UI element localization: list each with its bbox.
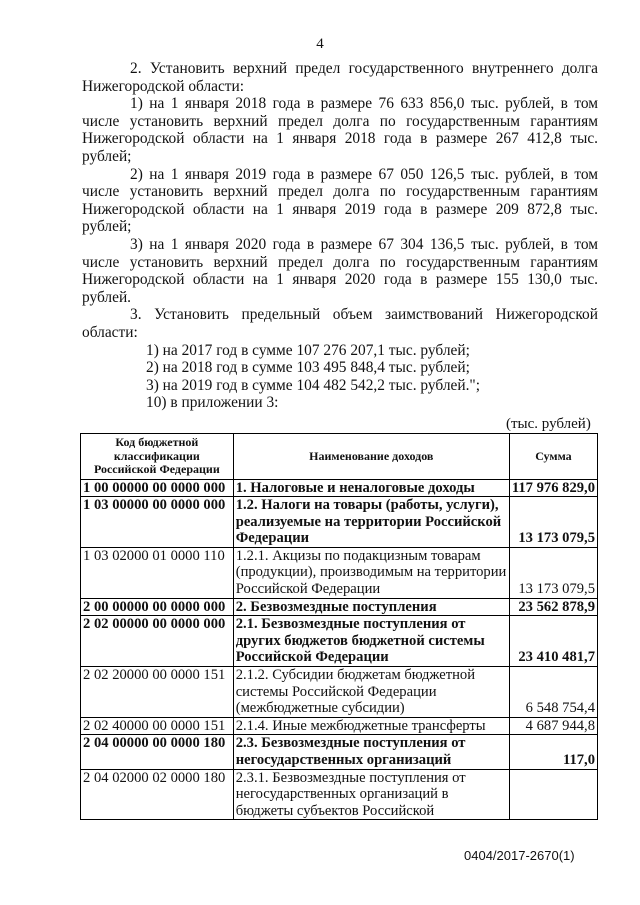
cell-name: 2. Безвозмездные поступления	[233, 598, 509, 616]
paragraph-debt-limit: 2. Установить верхний предел государственного внутреннего долга Нижегородской области:	[82, 60, 598, 95]
cell-code: 2 04 02000 02 0000 180	[81, 769, 234, 820]
cell-amount: 13 173 079,5	[509, 497, 597, 548]
cell-amount: 6 548 754,4	[509, 667, 597, 718]
document-code: 0404/2017-2670(1)	[464, 848, 575, 863]
paragraph-debt-2020: 3) на 1 января 2020 года в размере 67 304 136,5 тыс. рублей, в том числе установить верхний предел долга по государственным гарантиям Нижегородской области на 1 января 2020 года в размере 155 130,0 тыс. рублей.	[82, 235, 598, 306]
paragraph-borrowing-2019: 3) на 2019 год в сумме 104 482 542,2 тыс. рублей.";	[146, 376, 480, 394]
cell-code: 2 00 00000 00 0000 000	[81, 598, 234, 616]
body-text	[82, 60, 598, 412]
cell-name: 2.1.2. Субсидии бюджетам бюджетной системы Российской Федерации (межбюджетные субсидии)	[233, 667, 509, 718]
paragraph-appendix-3: 10) в приложении 3:	[146, 394, 279, 412]
paragraph-borrowing-2017: 1) на 2017 год в сумме 107 276 207,1 тыс. рублей;	[146, 341, 470, 359]
table-row	[81, 547, 598, 598]
paragraph-debt-2019: 2) на 1 января 2019 года в размере 67 050 126,5 тыс. рублей, в том числе установить верхний предел долга по государственным гарантиям Нижегородской области на 1 января 2019 года в размере 209 872,8 тыс. рублей;	[82, 165, 598, 236]
cell-code: 2 02 40000 00 0000 151	[81, 717, 234, 735]
table-row	[81, 616, 598, 667]
cell-name: 2.1. Безвозмездные поступления от других бюджетов бюджетной системы Российской Федерации	[233, 616, 509, 667]
paragraph-borrowing-2018: 2) на 2018 год в сумме 103 495 848,4 тыс. рублей;	[146, 359, 470, 377]
cell-amount: 117 976 829,0	[509, 479, 597, 497]
cell-code: 2 04 00000 00 0000 180	[81, 735, 234, 769]
header-name: Наименование доходов	[233, 434, 509, 480]
table-row	[81, 735, 598, 769]
cell-name: 1.2.1. Акцизы по подакцизным товарам (продукции), производимым на территории Российской Федерации	[233, 547, 509, 598]
cell-amount: 117,0	[509, 735, 597, 769]
cell-code: 1 03 00000 00 0000 000	[81, 497, 234, 548]
cell-name: 1. Налоговые и неналоговые доходы	[233, 479, 509, 497]
cell-code: 1 03 02000 01 0000 110	[81, 547, 234, 598]
cell-code: 2 02 00000 00 0000 000	[81, 616, 234, 667]
units-label: (тыс. рублей)	[506, 416, 591, 432]
cell-name: 2.1.4. Иные межбюджетные трансферты	[233, 717, 509, 735]
cell-amount: 23 562 878,9	[509, 598, 597, 616]
table-row	[81, 497, 598, 548]
table-row	[81, 479, 598, 497]
cell-code: 2 02 20000 00 0000 151	[81, 667, 234, 718]
header-amount: Сумма	[509, 434, 597, 480]
cell-name: 1.2. Налоги на товары (работы, услуги), реализуемые на территории Российской Федерации	[233, 497, 509, 548]
cell-amount: 4 687 944,8	[509, 717, 597, 735]
revenue-table	[80, 433, 598, 820]
cell-name: 2.3. Безвозмездные поступления от негосударственных организаций	[233, 735, 509, 769]
paragraph-debt-2018: 1) на 1 января 2018 года в размере 76 633 856,0 тыс. рублей, в том числе установить верхний предел долга по государственным гарантиям Нижегородской области на 1 января 2018 года в размере 267 412,8 тыс. рублей;	[82, 95, 598, 165]
table-row	[81, 717, 598, 735]
cell-name: 2.3.1. Безвозмездные поступления от негосударственных организаций в бюджеты субъектов Российской	[233, 769, 509, 820]
paragraph-borrowing-limit: 3. Установить предельный объем заимствований Нижегородской области:	[82, 306, 598, 341]
header-code: Код бюджетной классификации Российской Федерации	[81, 434, 234, 480]
page-number: 4	[316, 36, 324, 52]
table-row	[81, 769, 598, 820]
table-header-row	[81, 434, 598, 480]
cell-code: 1 00 00000 00 0000 000	[81, 479, 234, 497]
table-row	[81, 667, 598, 718]
table-row	[81, 598, 598, 616]
cell-amount: 13 173 079,5	[509, 547, 597, 598]
cell-amount	[509, 769, 597, 820]
cell-amount: 23 410 481,7	[509, 616, 597, 667]
